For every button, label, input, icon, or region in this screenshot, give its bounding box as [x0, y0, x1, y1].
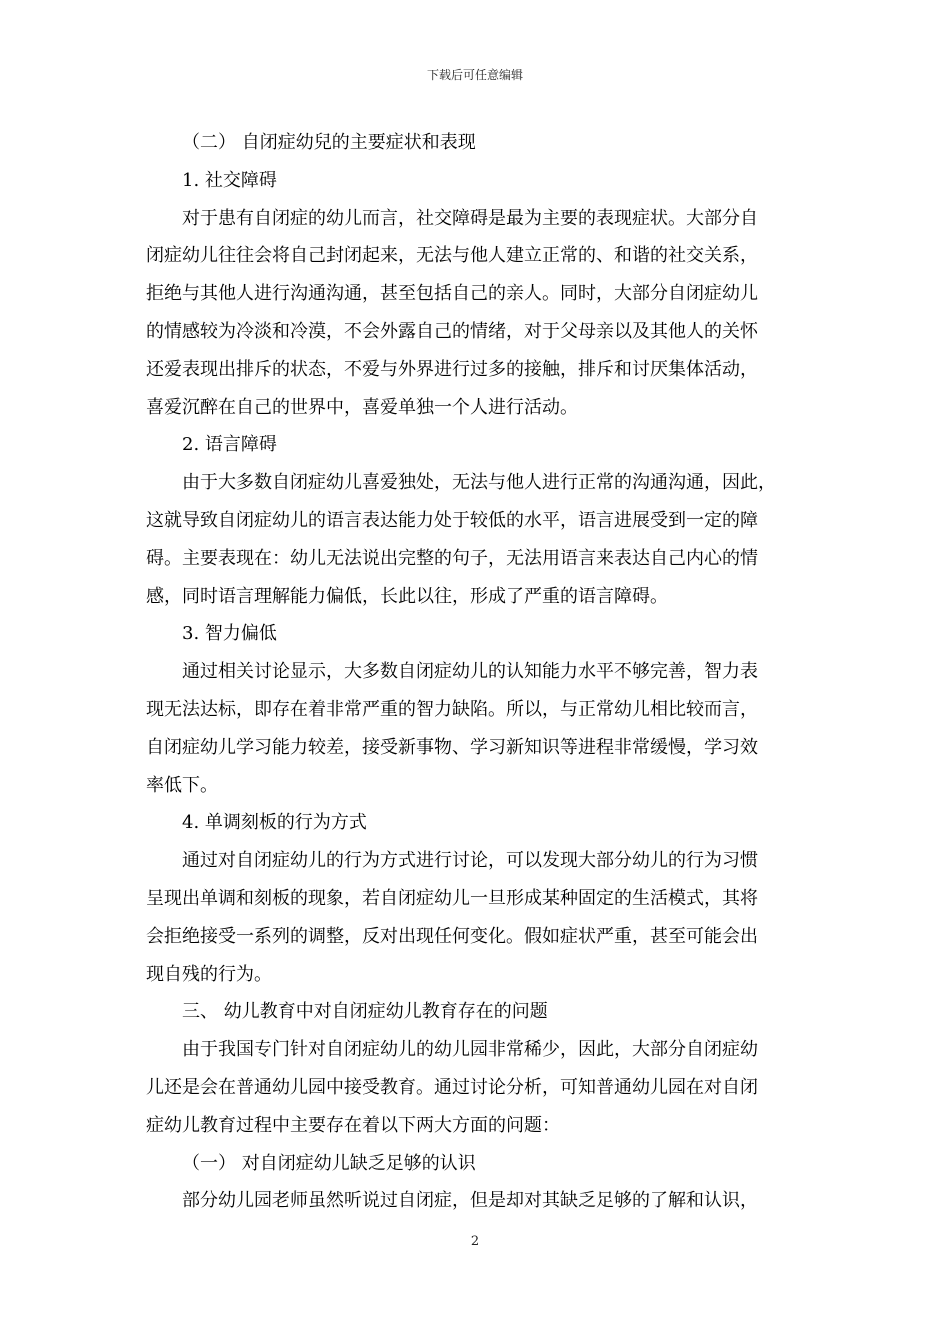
paragraph-line: 儿还是会在普通幼儿园中接受教育。通过讨论分析，可知普通幼儿园在对自闭	[146, 1076, 758, 1098]
paragraph-line: 闭症幼儿往往会将自己封闭起来，无法与他人建立正常的、和谐的社交关系，	[146, 245, 758, 267]
page-header: 下载后可任意编辑	[426, 68, 523, 82]
paragraph-line: 的情感较为冷淡和冷漠，不会外露自己的情绪，对于父母亲以及其他人的关怀	[146, 320, 758, 342]
paragraph-line: 由于我国专门针对自闭症幼儿的幼儿园非常稀少，因此，大部分自闭症幼	[182, 1039, 758, 1061]
paragraph-line: 碍。主要表现在：幼儿无法说出完整的句子，无法用语言来表达自己内心的情	[146, 547, 758, 569]
paragraph-line: 喜爱沉醉在自己的世界中，喜爱单独一个人进行活动。	[146, 396, 578, 418]
paragraph-line: 自闭症幼儿学习能力较差，接受新事物、学习新知识等进程非常缓慢，学习效	[146, 736, 758, 758]
page-number: 2	[470, 1234, 480, 1249]
document-body	[146, 124, 810, 1220]
section-heading: 3. 智力偏低	[182, 623, 277, 645]
section-heading: （二） 自闭症幼兒的主要症状和表现	[182, 132, 476, 153]
paragraph-line: 现无法达标，即存在着非常严重的智力缺陷。所以，与正常幼儿相比较而言，	[146, 698, 758, 720]
paragraph-line: 部分幼儿园老师虽然听说过自闭症，但是却对其缺乏足够的了解和认识，	[182, 1190, 758, 1212]
section-heading: 1. 社交障碍	[182, 169, 277, 191]
paragraph-line: 对于患有自闭症的幼儿而言，社交障碍是最为主要的表现症状。大部分自	[182, 207, 758, 229]
paragraph-line: 通过相关讨论显示，大多数自闭症幼儿的认知能力水平不够完善，智力表	[182, 661, 758, 683]
paragraph-line: 还爱表现出排斥的状态，不爱与外界进行过多的接触，排斥和讨厌集体活动，	[146, 358, 758, 380]
paragraph-line: 通过对自闭症幼儿的行为方式进行讨论，可以发现大部分幼儿的行为习惯	[182, 850, 758, 872]
paragraph-line: 由于大多数自闭症幼儿喜爱独处，无法与他人进行正常的沟通沟通，因此，	[182, 472, 776, 494]
paragraph-line: 呈现出单调和刻板的现象，若自闭症幼儿一旦形成某种固定的生活模式，其将	[146, 887, 758, 909]
paragraph-line: 这就导致自闭症幼儿的语言表达能力处于较低的水平，语言进展受到一定的障	[146, 509, 758, 531]
paragraph-line: 症幼儿教育过程中主要存在着以下两大方面的问题：	[146, 1114, 560, 1136]
section-heading: 2. 语言障碍	[182, 434, 277, 456]
paragraph-line: 率低下。	[146, 774, 218, 796]
section-heading: 三、 幼儿教育中对自闭症幼儿教育存在的问题	[182, 1001, 548, 1023]
paragraph-line: 感，同时语言理解能力偏低，长此以往，形成了严重的语言障碍。	[146, 585, 668, 607]
paragraph-line: 现自残的行为。	[146, 963, 272, 985]
section-heading: （一） 对自闭症幼儿缺乏足够的认识	[182, 1152, 476, 1174]
paragraph-line: 会拒绝接受一系列的调整，反对出现任何变化。假如症状严重，甚至可能会出	[146, 925, 758, 947]
paragraph-line: 拒绝与其他人进行沟通沟通，甚至包括自己的亲人。同时，大部分自闭症幼儿	[146, 283, 758, 305]
section-heading: 4. 单调刻板的行为方式	[182, 812, 367, 834]
